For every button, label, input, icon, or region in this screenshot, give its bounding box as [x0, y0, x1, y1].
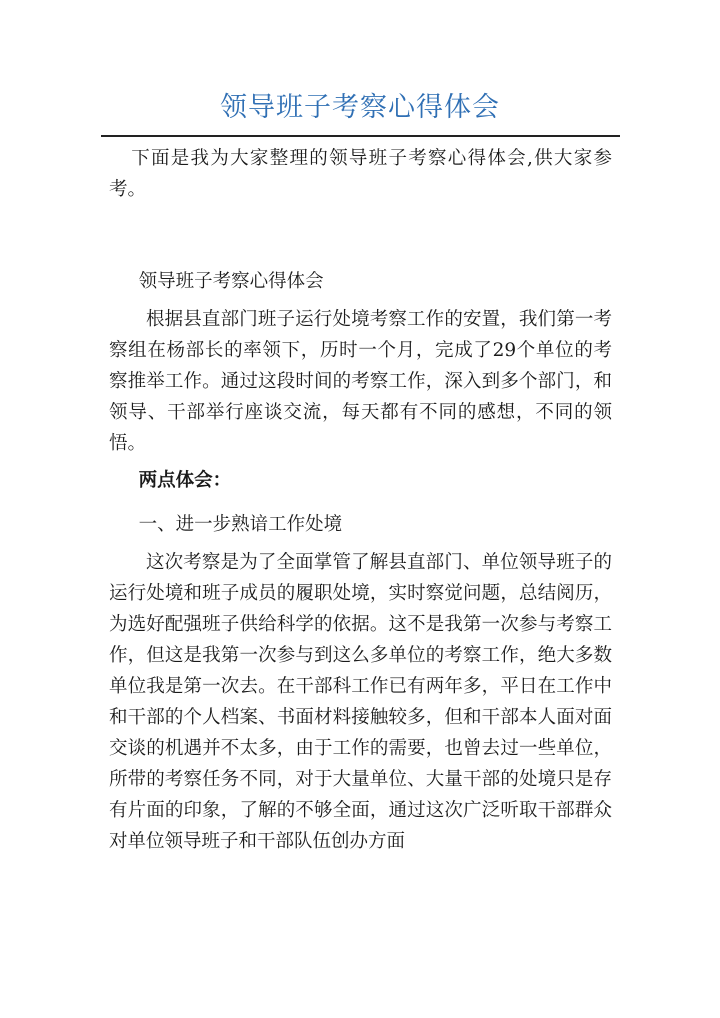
subtitle: 领导班子考察心得体会	[138, 271, 324, 292]
intro-paragraph: 下面是我为大家整理的领导班子考察心得体会,供大家参考。	[109, 148, 612, 200]
section-heading: 两点体会：	[138, 470, 232, 491]
point-1-heading: 一、进一步熟谙工作处境	[138, 514, 343, 535]
paragraph-1: 根据县直部门班子运行处境考察工作的安置，我们第一考察组在杨部长的率领下，历时一个月，完成了29个单位的考察推举工作。通过这段时间的考察工作，深入到多个部门，和领导、干部举行座谈交流，每天都有不同的感想，不同的领悟。	[109, 309, 612, 454]
document-body	[109, 143, 612, 857]
document-title: 领导班子考察心得体会	[220, 92, 500, 123]
paragraph-2: 这次考察是为了全面掌管了解县直部门、单位领导班子的运行处境和班子成员的履职处境，实时察觉问题，总结阅历，为选好配强班子供给科学的依据。这不是我第一次参与考察工作，但这是我第一次参与到这么多单位的考察工作，绝大多数单位我是第一次去。在干部科工作已有两年多，平日在工作中和干部的个人档案、书面材料接触较多，但和干部本人面对面交谈的机遇并不太多，由于工作的需要，也曾去过一些单位，所带的考察任务不同，对于大量单位、大量干部的处境只是存有片面的印象，了解的不够全面，通过这次广泛听取干部群众对单位领导班子和干部队伍创办方面	[109, 552, 612, 852]
spacer	[109, 205, 612, 263]
title-underline	[101, 135, 620, 137]
